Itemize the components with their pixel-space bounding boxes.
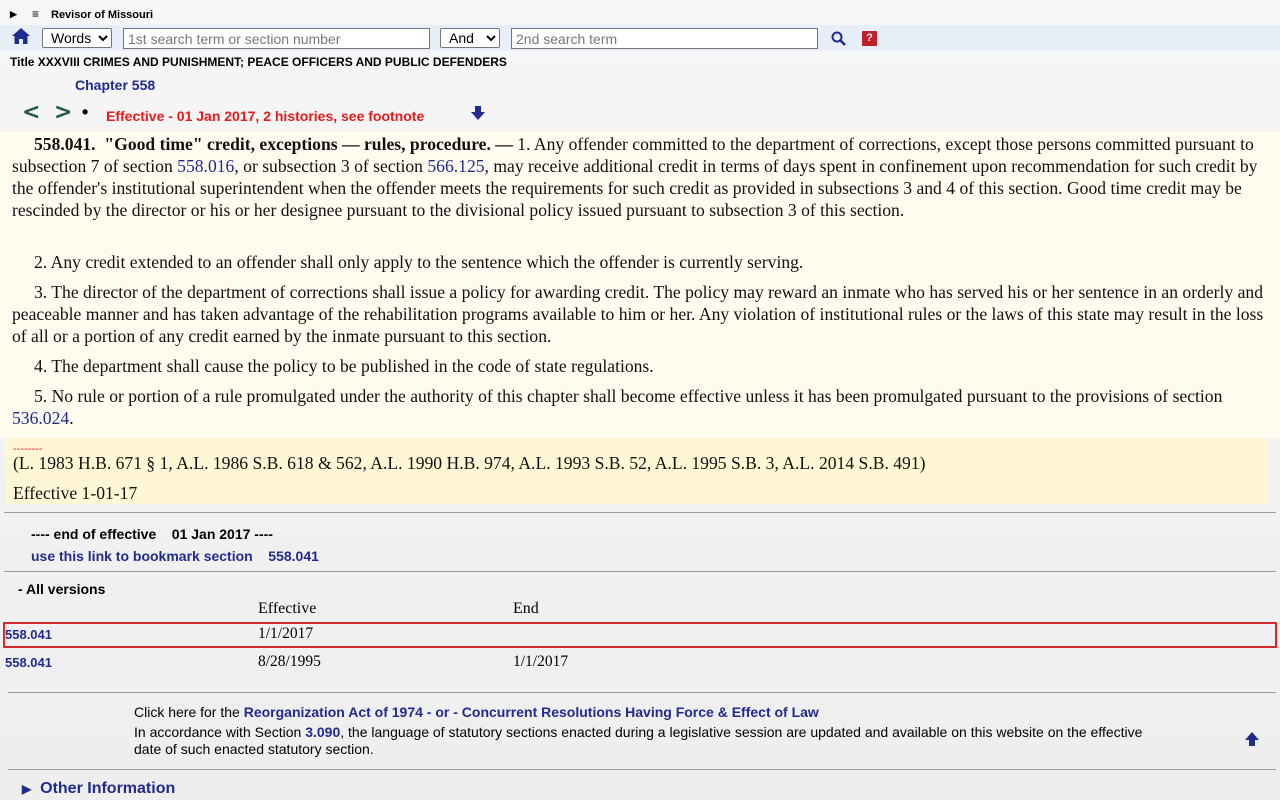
current-section-dot[interactable]: • — [82, 102, 89, 122]
reorg-line — [134, 704, 1154, 721]
statute-paragraph-2 — [12, 251, 1268, 273]
next-section-button[interactable]: > — [54, 100, 73, 125]
end-date: 01 Jan 2017 ---- — [171, 526, 273, 542]
end-label: ---- end of effective — [31, 526, 157, 542]
version-section-link[interactable]: 558.041 — [5, 655, 52, 670]
section-number: 558.041. — [34, 134, 96, 154]
bookmark-section[interactable]: 558.041 — [268, 548, 319, 564]
other-information-label[interactable]: Other Information — [40, 780, 176, 797]
expand-triangle-icon[interactable]: ▶ — [22, 782, 32, 796]
divider — [8, 692, 1276, 693]
p2-text: 2. Any credit extended to an offender shall only apply to the sentence which the offender is currently serving. — [34, 252, 804, 272]
statute-paragraph-4 — [12, 355, 1268, 377]
statute-text — [0, 132, 1280, 438]
search-term-2-input[interactable] — [511, 28, 818, 49]
info-block — [134, 704, 1154, 758]
version-effective: 8/28/1995 — [258, 653, 321, 670]
search-term-1-input[interactable] — [123, 28, 430, 49]
section-link-536-024[interactable]: 536.024 — [12, 408, 70, 428]
all-versions-heading[interactable]: - All versions — [18, 581, 106, 597]
arrow-up-icon[interactable] — [1244, 731, 1260, 747]
section-heading: "Good time" credit, exceptions — rules, procedure. — — [104, 134, 513, 154]
bookmark-link[interactable] — [31, 548, 319, 564]
statute-paragraph-3 — [12, 281, 1268, 347]
version-effective: 1/1/2017 — [258, 625, 314, 642]
search-icon[interactable] — [830, 30, 848, 48]
version-row[interactable] — [0, 650, 1280, 676]
divider — [4, 571, 1276, 572]
home-icon[interactable] — [11, 26, 31, 46]
divider — [4, 512, 1276, 513]
search-type-select[interactable] — [42, 28, 112, 48]
p1-text-c: , may receive additional credit in terms of days spent in confinement upon recommendation for such credit by the offender's institutional superintendent when the offender meets the requirements for such credit as provided in subsections 3 and 4 of this section. Good time credit may be rescinded by the director or his or her designee pursuant to the divisional policy issued pursuant to subsection 3 of this section. — [12, 156, 1258, 220]
search-bar — [0, 25, 1280, 51]
reorg-prefix: Click here for the — [134, 704, 244, 720]
version-end: 1/1/2017 — [513, 653, 569, 670]
search-operator-select[interactable] — [440, 28, 500, 48]
effective-notice: Effective - 01 Jan 2017, 2 histories, see footnote — [106, 108, 425, 124]
accord-suffix: , the language of statutory sections enacted during a legislative session are updated and available on this website on the effective date of such enacted statutory section. — [134, 724, 1143, 757]
col-effective-header: Effective — [258, 600, 317, 617]
divider — [8, 769, 1276, 770]
section-link-566-125[interactable]: 566.125 — [427, 156, 485, 176]
title-breadcrumb[interactable]: Title XXXVIII CRIMES AND PUNISHMENT; PEACE OFFICERS AND PUBLIC DEFENDERS — [10, 55, 507, 69]
other-information-toggle[interactable] — [22, 780, 175, 798]
menu-icon[interactable]: ≡ — [32, 7, 40, 21]
end-of-effective — [31, 526, 273, 542]
top-bar — [0, 8, 1280, 24]
version-row-selected[interactable] — [3, 622, 1277, 648]
p1-text-a: 1. Any offender committed to the department of corrections, except those persons committed pursuant to subsection 7 of section — [12, 134, 1254, 176]
chapter-link[interactable]: Chapter 558 — [75, 77, 156, 93]
expand-triangle-icon[interactable]: ▶ — [10, 9, 17, 19]
history-text: (L. 1983 H.B. 671 § 1, A.L. 1986 S.B. 618 & 562, A.L. 1990 H.B. 974, A.L. 1993 S.B. 52, A.L. 1995 S.B. 3, A.L. 2014 S.B. 491) — [13, 453, 926, 473]
section-link-3-090[interactable]: 3.090 — [305, 724, 341, 740]
statute-paragraph-5 — [12, 385, 1268, 429]
accordance-line — [134, 724, 1154, 758]
col-end-header: End — [513, 600, 539, 617]
version-section-link[interactable]: 558.041 — [5, 627, 52, 642]
p4-text: 4. The department shall cause the policy to be published in the code of state regulations. — [34, 356, 654, 376]
site-title[interactable]: Revisor of Missouri — [51, 9, 154, 21]
p1-text-b: , or subsection 3 of section — [234, 156, 428, 176]
footnote-box — [6, 438, 1268, 504]
p5-text-a: 5. No rule or portion of a rule promulgated under the authority of this chapter shall become effective unless it has been promulgated pursuant to the provisions of section — [34, 386, 1223, 406]
section-link-558-016[interactable]: 558.016 — [177, 156, 235, 176]
accord-prefix: In accordance with Section — [134, 724, 306, 740]
statute-paragraph-1 — [12, 133, 1268, 221]
footnote-divider: -------- — [13, 443, 43, 455]
reorg-act-link[interactable]: Reorganization Act of 1974 - or - Concurrent Resolutions Having Force & Effect of Law — [243, 704, 819, 720]
prev-section-button[interactable]: < — [22, 100, 41, 125]
p3-text: 3. The director of the department of corrections shall issue a policy for awarding credit. The policy may reward an inmate who has served his or her sentence in an orderly and peaceable manner and has taken advantage of the rehabilitation programs available to him or her. Any violation of institutional rules or the laws of this state may result in the loss of all or a portion of any credit earned by the inmate pursuant to this section. — [12, 282, 1264, 346]
help-icon[interactable]: ? — [862, 31, 877, 46]
section-nav — [0, 100, 700, 126]
p5-text-b: . — [69, 408, 74, 428]
bookmark-label[interactable]: use this link to bookmark section — [31, 548, 253, 564]
effective-date-text: Effective 1-01-17 — [13, 483, 138, 503]
arrow-down-icon[interactable] — [470, 105, 486, 121]
